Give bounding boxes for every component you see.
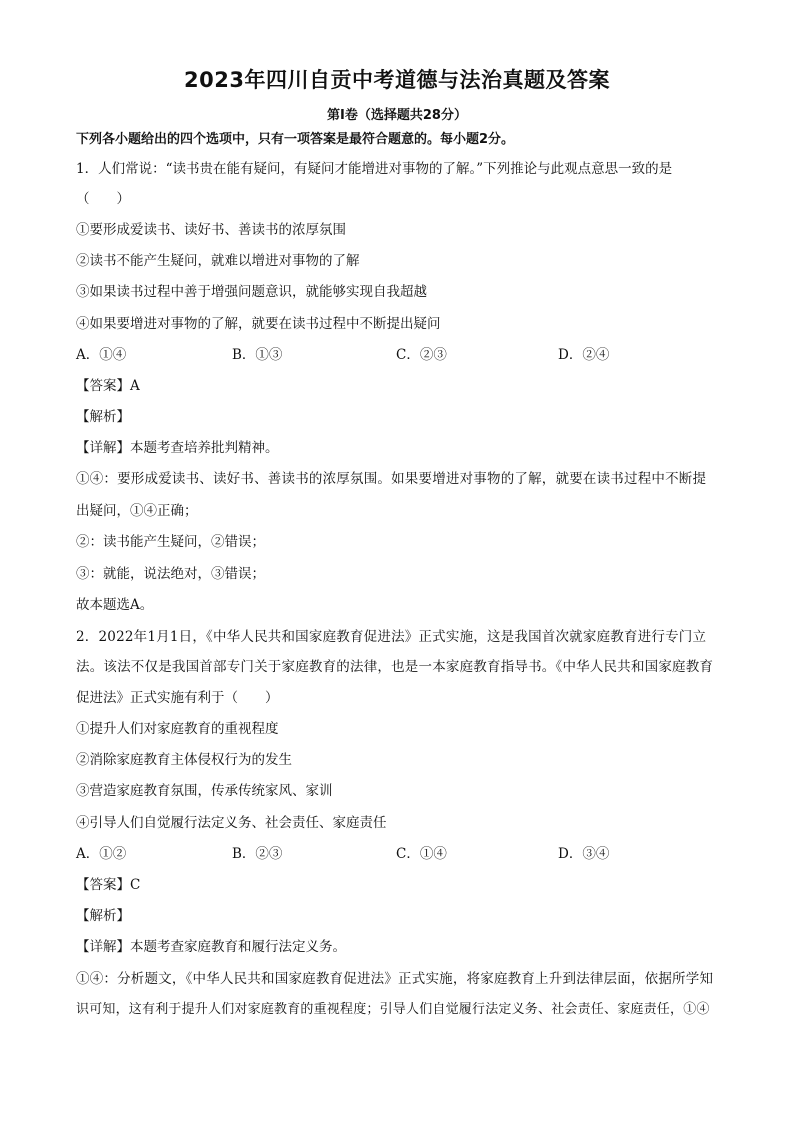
q1-explanation-3: ③：就能，说法绝对，③错误； (76, 566, 265, 582)
q2-item-2: ②消除家庭教育主体侵权行为的发生 (76, 752, 292, 768)
q1-stem-line-1: 1．人们常说：“读书贵在能有疑问，有疑问才能增进对事物的了解。”下列推论与此观点意思一致的是 (76, 161, 673, 177)
section-heading: 第Ⅰ卷（选择题共28分） (327, 108, 467, 123)
document-title: 2023年四川自贡中考道德与法治真题及答案 (184, 68, 610, 92)
q1-option-c: C．②③ (396, 347, 447, 363)
q2-option-d: D．③④ (558, 846, 610, 862)
q2-explanation-line-1: ①④：分析题文，《中华人民共和国家庭教育促进法》正式实施，将家庭教育上升到法律层面，依据所学知 (76, 971, 714, 987)
q2-item-3: ③营造家庭教育氛围，传承传统家风、家训 (76, 783, 333, 799)
q1-detail: 【详解】本题考查培养批判精神。 (76, 440, 279, 456)
q2-stem-line-1: 2．2022年1月1日，《中华人民共和国家庭教育促进法》正式实施，这是我国首次就家庭教育进行专门立 (76, 629, 707, 645)
q1-conclusion: 故本题选A。 (76, 597, 154, 613)
q1-option-b: B．①③ (232, 347, 283, 363)
q1-item-3: ③如果读书过程中善于增强问题意识，就能够实现自我超越 (76, 284, 427, 300)
q2-item-4: ④引导人们自觉履行法定义务、社会责任、家庭责任 (76, 815, 387, 831)
q2-explanation-line-2: 识可知，这有利于提升人们对家庭教育的重视程度；引导人们自觉履行法定义务、社会责任、家庭责任，①④ (76, 1002, 710, 1017)
q2-option-c: C．①④ (396, 846, 447, 862)
q1-item-4: ④如果要增进对事物的了解，就要在读书过程中不断提出疑问 (76, 316, 441, 332)
q1-explanation-1-line-2: 出疑问，①④正确； (76, 503, 198, 519)
q2-item-1: ①提升人们对家庭教育的重视程度 (76, 721, 279, 737)
q1-stem-line-2: （ ） (76, 191, 130, 207)
q2-option-b: B．②③ (232, 846, 283, 862)
q1-item-1: ①要形成爱读书、读好书、善读书的浓厚氛围 (76, 222, 346, 238)
q1-explanation-1-line-1: ①④：要形成爱读书、读好书、善读书的浓厚氛围。如果要增进对事物的了解，就要在读书过程中不断提 (76, 471, 707, 487)
instruction-text: 下列各小题给出的四个选项中，只有一项答案是最符合题意的。每小题2分。 (76, 132, 515, 147)
q1-option-d: D．②④ (558, 347, 610, 363)
q1-option-a: A．①④ (76, 347, 127, 363)
q1-analysis-label: 【解析】 (76, 409, 130, 425)
q2-option-a: A．①② (76, 846, 127, 862)
q2-analysis-label: 【解析】 (76, 908, 130, 924)
q2-stem-line-2: 法。该法不仅是我国首部专门关于家庭教育的法律，也是一本家庭教育指导书。《中华人民共和国家庭教育 (76, 659, 714, 675)
q1-explanation-2: ②：读书能产生疑问，②错误； (76, 534, 265, 550)
q2-stem-line-3: 促进法》正式实施有利于（ ） (76, 690, 279, 706)
q2-answer: 【答案】C (76, 877, 141, 893)
q1-item-2: ②读书不能产生疑问，就难以增进对事物的了解 (76, 253, 360, 269)
q2-detail: 【详解】本题考查家庭教育和履行法定义务。 (76, 939, 346, 955)
q1-answer: 【答案】A (76, 378, 140, 394)
